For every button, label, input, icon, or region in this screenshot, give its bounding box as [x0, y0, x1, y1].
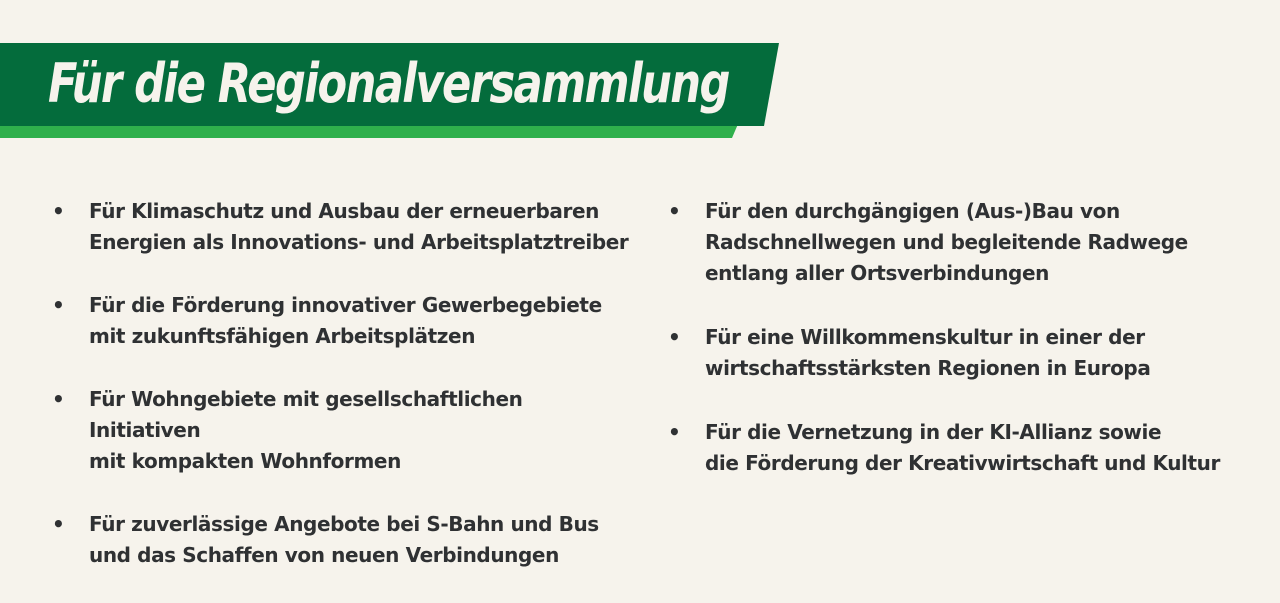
bullet-icon: •	[52, 387, 65, 411]
list-item	[664, 196, 1264, 289]
list-item	[48, 290, 638, 352]
bullet-icon: •	[668, 420, 681, 444]
bullet-icon: •	[52, 512, 65, 536]
left-list	[48, 196, 638, 603]
bullet-icon: •	[52, 199, 65, 223]
page-title: Für die Regionalversammlung	[48, 52, 729, 115]
list-item	[48, 384, 638, 477]
list-item-text: Für den durchgängigen (Aus-)Bau von Radschnellwegen und begleitende Radwege entlang aller Ortsverbindungen	[705, 199, 1188, 285]
banner-accent-stripe	[0, 124, 738, 138]
list-item-text: Für eine Willkommenskultur in einer der wirtschaftsstärksten Regionen in Europa	[705, 325, 1151, 380]
list-item-text: Für Wohngebiete mit gesellschaftlichen Initiativen mit kompakten Wohnformen	[89, 387, 523, 473]
list-item-text: Für zuverlässige Angebote bei S-Bahn und Bus und das Schaffen von neuen Verbindungen	[89, 512, 599, 567]
list-item	[48, 509, 638, 571]
list-item	[664, 322, 1264, 384]
bullet-icon: •	[668, 325, 681, 349]
title-banner	[0, 0, 1280, 140]
list-item	[48, 196, 638, 258]
bullet-icon: •	[668, 199, 681, 223]
list-item-text: Für die Förderung innovativer Gewerbegebiete mit zukunftsfähigen Arbeitsplätzen	[89, 293, 602, 348]
bullet-icon: •	[52, 293, 65, 317]
list-item	[664, 417, 1264, 479]
right-list	[664, 196, 1264, 512]
list-item-text: Für die Vernetzung in der KI-Allianz sowie die Förderung der Kreativwirtschaft und Kultur	[705, 420, 1220, 475]
list-item-text: Für Klimaschutz und Ausbau der erneuerbaren Energien als Innovations- und Arbeitsplatztreiber	[89, 199, 629, 254]
